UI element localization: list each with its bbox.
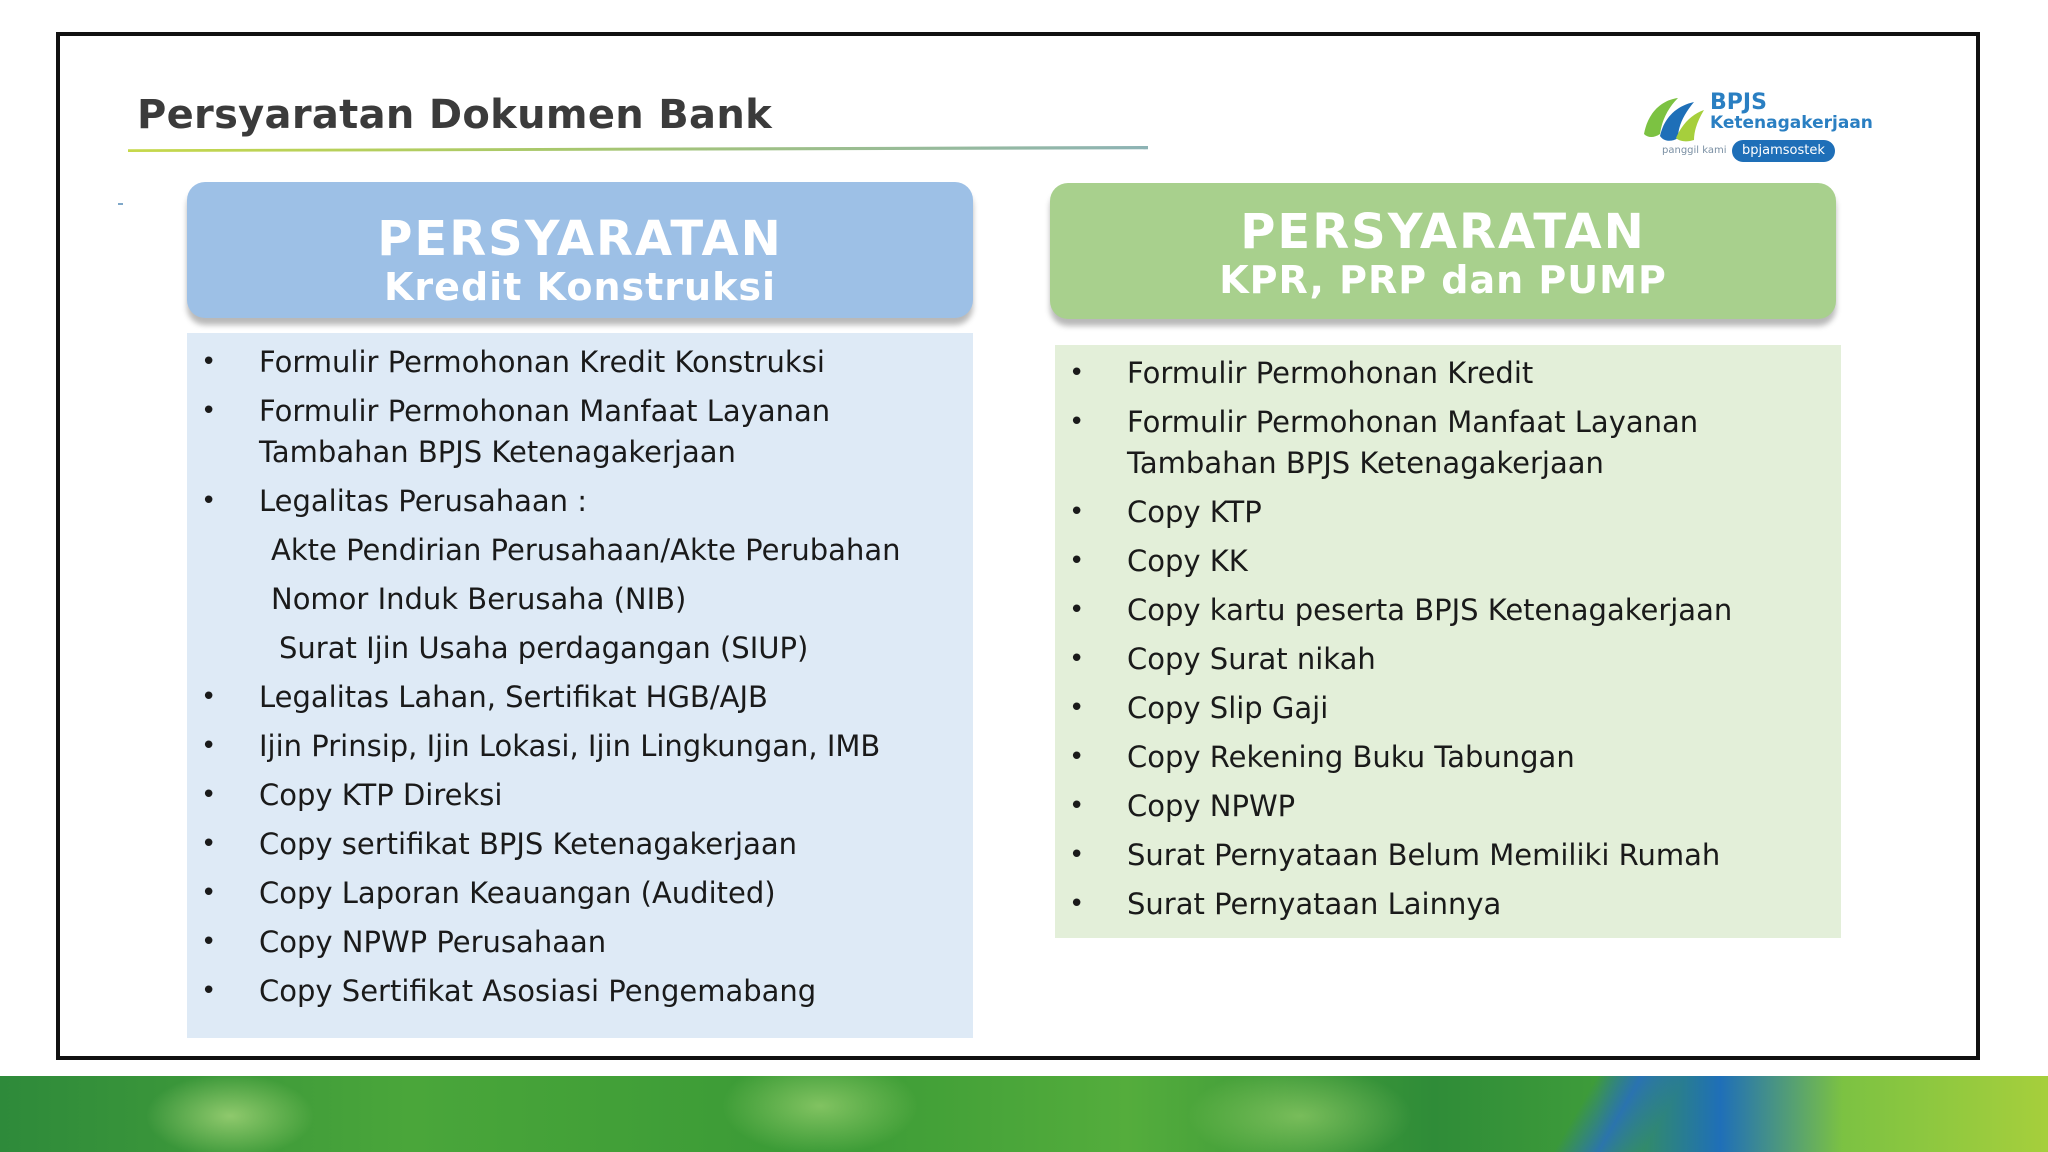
logo-pill: bpjamsostek [1732, 140, 1835, 162]
header-main-left: PERSYARATAN [377, 211, 783, 267]
list-item: • Copy KTP Direksi [187, 775, 973, 816]
list-item: • Formulir Permohonan Kredit [1055, 353, 1841, 394]
header-kpr-prp-pump [1050, 183, 1836, 319]
list-kpr-prp-pump [1055, 345, 1841, 925]
decorative-bottom-band [0, 1076, 2048, 1152]
logo-tagline: panggil kami [1662, 145, 1727, 156]
list-item: • Copy Rekening Buku Tabungan [1055, 737, 1841, 778]
list-item: • Copy Sertifikat Asosiasi Pengemabang [187, 971, 973, 1012]
list-item: • Formulir Permohonan Manfaat Layanan Tambahan BPJS Ketenagakerjaan [187, 391, 973, 473]
list-item: • Copy NPWP [1055, 786, 1841, 827]
list-subitem: Akte Pendirian Perusahaan/Akte Perubahan [271, 533, 901, 567]
list-item: • Formulir Permohonan Manfaat Layanan Tambahan BPJS Ketenagakerjaan [1055, 402, 1841, 484]
list-item: • Copy Slip Gaji [1055, 688, 1841, 729]
list-subitem: Surat Ijin Usaha perdagangan (SIUP) [279, 631, 809, 665]
list-item: • Copy KK [1055, 541, 1841, 582]
list-item: • Copy NPWP Perusahaan [187, 922, 973, 963]
list-item: • Ijin Prinsip, Ijin Lokasi, Ijin Lingkungan, IMB [187, 726, 973, 767]
header-sub-left: Kredit Konstruksi [383, 265, 776, 309]
decorative-dash [118, 203, 123, 205]
list-item: • Legalitas Perusahaan : [187, 481, 973, 522]
list-item: • Legalitas Lahan, Sertifikat HGB/AJB [187, 677, 973, 718]
list-item: • Copy Laporan Keauangan (Audited) [187, 873, 973, 914]
panel-kpr-prp-pump [1055, 345, 1841, 938]
page-title: Persyaratan Dokumen Bank [137, 92, 773, 138]
list-item: • Surat Pernyataan Belum Memiliki Rumah [1055, 835, 1841, 876]
list-item: • Copy kartu peserta BPJS Ketenagakerjaan [1055, 590, 1841, 631]
list-item: • Surat Pernyataan Lainnya [1055, 884, 1841, 925]
header-kredit-konstruksi [187, 182, 973, 318]
decorative-streak [1530, 1076, 1710, 1152]
logo-brand: BPJS [1710, 90, 1767, 115]
panel-kredit-konstruksi [187, 333, 973, 1038]
list-item: • Formulir Permohonan Kredit Konstruksi [187, 342, 973, 383]
list-item: • Copy sertifikat BPJS Ketenagakerjaan [187, 824, 973, 865]
header-sub-right: KPR, PRP dan PUMP [1219, 258, 1667, 302]
list-item: • Copy KTP [1055, 492, 1841, 533]
logo-subbrand: Ketenagakerjaan [1710, 113, 1873, 133]
list-item: • Copy Surat nikah [1055, 639, 1841, 680]
bpjs-leaf-icon [1638, 90, 1708, 142]
bpjs-logo [1638, 86, 1873, 166]
list-kredit-konstruksi [187, 333, 973, 1012]
list-subitem: Nomor Induk Berusaha (NIB) [271, 582, 687, 616]
header-main-right: PERSYARATAN [1240, 204, 1646, 260]
